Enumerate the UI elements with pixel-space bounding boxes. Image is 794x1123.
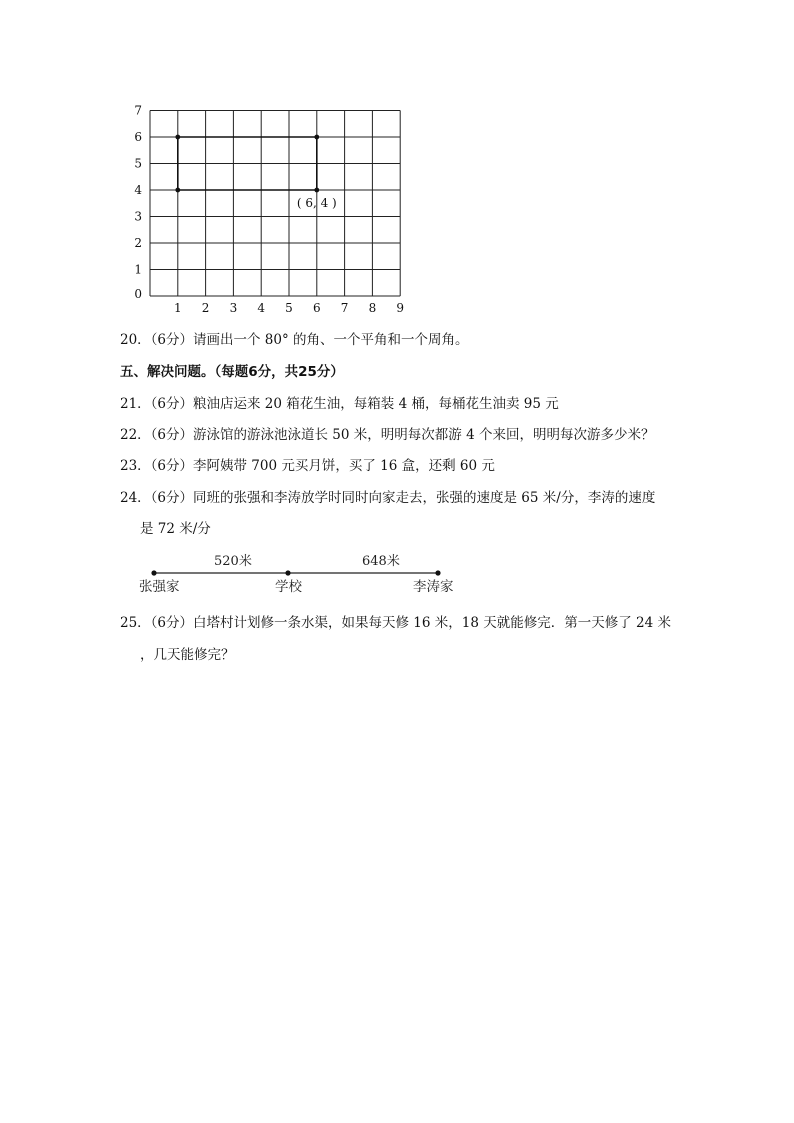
coordinate-grid-svg [128, 98, 418, 320]
rectangle-vertex-dot [175, 188, 180, 193]
left-distance-label: 520米 [214, 554, 252, 569]
x-tick-label: 2 [201, 301, 210, 315]
coordinate-grid-figure [128, 98, 418, 320]
question-20: 20．（6分）请画出一个 80° 的角、一个平角和一个周角。 [120, 332, 469, 348]
y-tick-label: 2 [134, 236, 142, 250]
rectangle-vertex-dot [314, 188, 319, 193]
point-coordinate-label: ( 6, 4 ) [296, 196, 337, 210]
section-5-title: 五、解决问题。（每题6分，共25分） [120, 364, 344, 380]
y-tick-label: 4 [134, 183, 142, 197]
x-tick-label: 8 [368, 301, 377, 315]
school-dot [285, 570, 290, 575]
litao-home-dot [435, 570, 440, 575]
zhangqiang-home-dot [151, 570, 156, 575]
rectangle-vertex-dot [175, 135, 180, 140]
right-distance-label: 648米 [362, 554, 400, 569]
rectangle-vertex-dot [314, 135, 319, 140]
x-tick-label: 3 [229, 301, 238, 315]
x-tick-label: 5 [285, 301, 293, 315]
x-tick-label: 7 [340, 301, 349, 315]
question-21: 21．（6分）粮油店运来 20 箱花生油，每箱装 4 桶，每桶花生油卖 95 元 [120, 396, 559, 412]
question-23: 23．（6分）李阿姨带 700 元买月饼，买了 16 盒，还剩 60 元 [120, 458, 495, 474]
x-tick-label: 9 [396, 301, 405, 315]
y-tick-label: 5 [134, 156, 142, 171]
y-tick-label: 1 [134, 262, 142, 277]
route-map-figure [132, 548, 472, 600]
y-tick-label: 3 [134, 209, 142, 224]
middle-place-label: 学校 [275, 579, 302, 595]
x-tick-label: 1 [173, 301, 182, 315]
question-25-line-1: 25．（6分）白塔村计划修一条水渠，如果每天修 16 米，18 天就能修完．第一天修了 24 米 [120, 615, 672, 631]
origin-label: 0 [134, 287, 142, 301]
x-tick-label: 6 [312, 301, 321, 315]
question-24-line-2: 是 72 米/分 [140, 521, 211, 537]
y-tick-label: 6 [134, 130, 142, 144]
y-tick-label: 7 [134, 103, 142, 118]
question-24-line-1: 24．（6分）同班的张强和李涛放学时同时向家走去，张强的速度是 65 米/分，李涛的速度 [120, 490, 656, 506]
question-22: 22．（6分）游泳馆的游泳池泳道长 50 米，明明每次都游 4 个来回，明明每次游多少米？ [120, 427, 655, 443]
left-place-label: 张强家 [139, 579, 180, 595]
x-tick-label: 4 [257, 301, 266, 315]
question-25-line-2: ，几天能修完？ [140, 647, 235, 663]
right-place-label: 李涛家 [413, 579, 454, 595]
route-map-svg [132, 548, 472, 600]
